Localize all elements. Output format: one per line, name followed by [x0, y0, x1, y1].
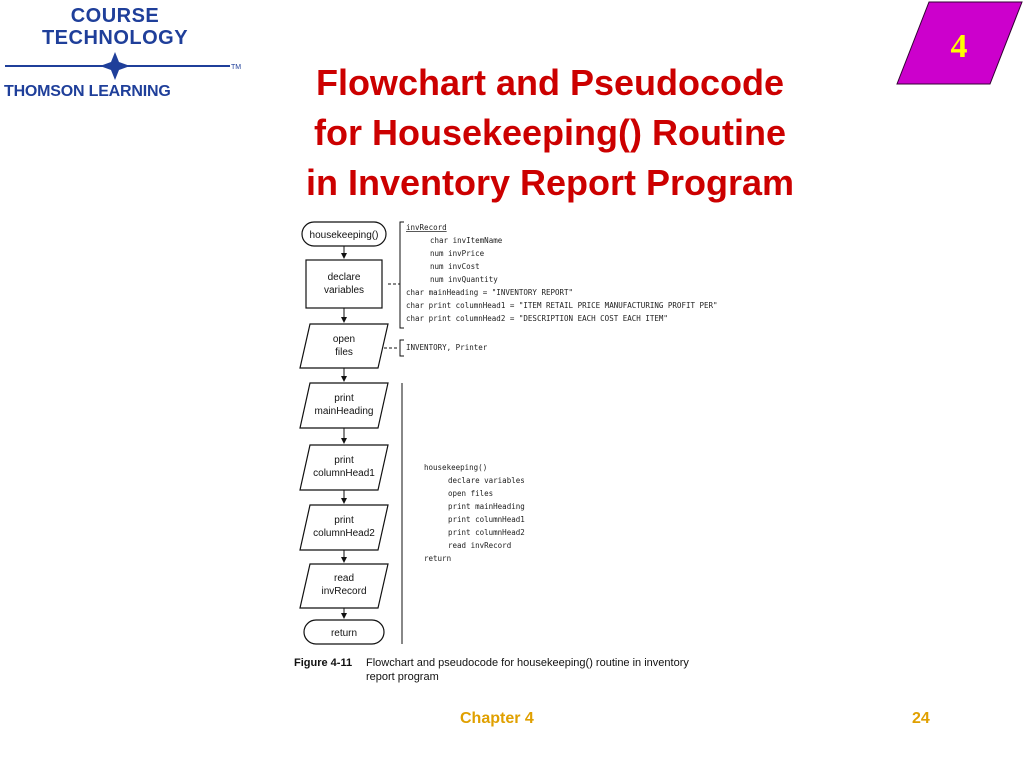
decl-line-4: num invCost — [430, 262, 480, 271]
end-label: return — [330, 628, 358, 639]
chapter-badge — [895, 0, 1024, 110]
step-1-line-1: declare — [327, 272, 361, 283]
pseudo-line-7: read invRecord — [448, 541, 512, 550]
step-2-line-1: open — [332, 334, 356, 345]
declare-variables-process — [306, 260, 382, 308]
slide-title — [250, 58, 850, 208]
step-4-line-1: print — [334, 455, 354, 466]
title-line-1: Flowchart and Pseudocode — [315, 62, 785, 103]
footer-chapter: Chapter 4 — [460, 710, 534, 727]
pseudo-line-6: print columnHead2 — [448, 528, 525, 537]
step-1-line-2: variables — [323, 285, 365, 296]
decl-line-6: char mainHeading = "INVENTORY REPORT" — [406, 288, 574, 297]
pseudo-line-4: print mainHeading — [448, 502, 525, 511]
pseudo-line-1: housekeeping() — [424, 463, 488, 472]
step-4-line-2: columnHead1 — [313, 468, 375, 479]
decl-line-2: char invItemName — [430, 236, 503, 245]
logo-tm: TM — [231, 64, 242, 71]
step-2-line-2: files — [335, 347, 353, 358]
decl-line-8: char print columnHead2 = "DESCRIPTION EACH COST EACH ITEM" — [406, 314, 668, 323]
logo-line-thomson: THOMSON LEARNING — [4, 83, 171, 100]
open-files-io — [300, 324, 388, 368]
step-5-line-2: columnHead2 — [313, 528, 375, 539]
pseudo-line-3: open files — [448, 489, 494, 498]
caption-text-line-2: report program — [366, 671, 439, 683]
pseudo-line-5: print columnHead1 — [448, 515, 525, 524]
decl-line-1: invRecord — [406, 223, 447, 232]
figure-flowchart-pseudocode — [280, 218, 760, 688]
logo-line-course: COURSE — [70, 5, 160, 27]
step-6-line-2: invRecord — [321, 586, 367, 597]
pseudo-line-2: declare variables — [448, 476, 525, 485]
title-line-2: for Housekeeping() Routine — [313, 112, 786, 153]
pseudo-line-8: return — [424, 554, 452, 563]
badge-number: 4 — [950, 28, 968, 65]
step-6-line-1: read — [333, 573, 355, 584]
logo-star-icon — [0, 52, 250, 82]
decl-line-3: num invPrice — [430, 249, 485, 258]
start-label: housekeeping() — [309, 230, 379, 241]
logo-line-technology: TECHNOLOGY — [41, 27, 189, 49]
course-technology-logo — [0, 0, 250, 110]
caption-number: Figure 4-11 — [294, 657, 353, 669]
step-5-line-1: print — [334, 515, 354, 526]
decl-line-7: char print columnHead1 = "ITEM RETAIL PRICE MANUFACTURING PROFIT PER" — [406, 301, 718, 310]
decl-line-5: num invQuantity — [430, 275, 498, 284]
step-3-line-2: mainHeading — [314, 406, 374, 417]
title-line-3: in Inventory Report Program — [305, 162, 795, 203]
step-3-line-1: print — [334, 393, 354, 404]
files-annotation: INVENTORY, Printer — [406, 343, 488, 352]
footer-page-number: 24 — [912, 710, 930, 727]
caption-text-line-1: Flowchart and pseudocode for housekeeping() routine in inventory — [366, 657, 689, 669]
